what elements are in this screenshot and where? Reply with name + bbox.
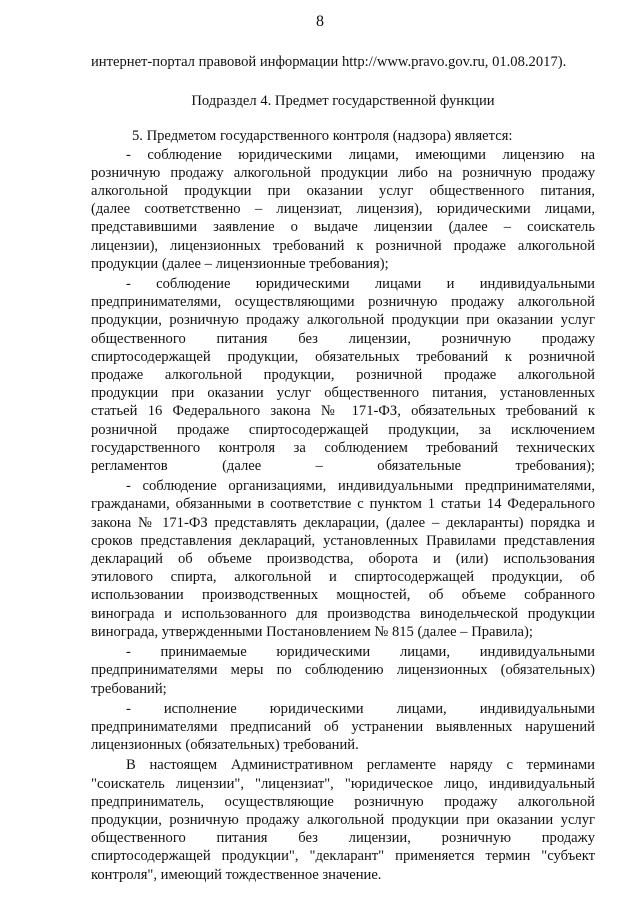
- text-line: предпринимателями, осуществляющими розничную продажу алкогольной: [91, 294, 595, 311]
- page-number: 8: [316, 13, 324, 30]
- text-line: предприниматель, осуществляющие розничную продажу алкогольной: [91, 793, 595, 810]
- text-line: гражданами, обязанными в соответствие с пунктом 1 статьи 14 Федерального: [91, 496, 595, 513]
- text-line: продукции, розничную продажу алкогольной продукции при оказании услуг: [91, 312, 595, 329]
- text-line: государственного контроля за соблюдением требований технических: [91, 439, 595, 456]
- para-5: [91, 700, 595, 755]
- item5-intro: 5. Предметом государственного контроля (надзора) является:: [132, 128, 513, 145]
- text-line: этилового спирта, алкогольной и спиртосодержащей продукции, об: [91, 569, 595, 586]
- text-line: винограда, утвержденными Постановлением № 815 (далее – Правила);: [91, 623, 533, 640]
- text-line: - исполнение юридическими лицами, индивидуальными: [126, 700, 595, 717]
- text-line: спиртосодержащей продукции", "декларант" применяется термин "субъект: [91, 848, 595, 865]
- text-line: - соблюдение юридическими лицами и индивидуальными: [126, 276, 595, 293]
- text-line: винограда и использованного для производства винодельческой продукции: [91, 605, 595, 622]
- text-line: - принимаемые юридическими лицами, индивидуальными: [126, 644, 595, 661]
- text-line: - соблюдение юридическими лицами, имеющими лицензию на: [126, 146, 595, 163]
- document-body: [91, 53, 595, 884]
- text-line: розничную продажу алкогольной продукции либо на розничную продажу: [91, 164, 595, 181]
- text-line: В настоящем Административном регламенте наряду с терминами: [126, 757, 595, 774]
- text-line: статьей 16 Федерального закона № 171-ФЗ, обязательных требований к: [91, 403, 595, 420]
- text-line: - соблюдение организациями, индивидуальными предпринимателями,: [126, 478, 595, 495]
- text-line: представившими заявление о выдаче лицензии (далее – соискатель: [91, 219, 595, 236]
- text-line: сроков представления деклараций, установленных Правилами представления: [91, 532, 595, 549]
- text-line: продукции (далее – лицензионные требования);: [91, 255, 389, 272]
- text-line: "соискатель лицензии", "лицензиат", "юридическое лицо, индивидуальный: [91, 775, 595, 792]
- para-4: [91, 643, 595, 698]
- text-line: продукции при оказании услуг общественного питания, установленных: [91, 385, 595, 402]
- para-1: [91, 146, 595, 273]
- text-line: регламентов (далее – обязательные требования);: [91, 458, 595, 475]
- text-line: предпринимателями меры по соблюдению лицензионных (обязательных): [91, 662, 595, 679]
- text-line: спиртосодержащей продукции, обязательных требований к розничной: [91, 348, 595, 365]
- text-line: общественного питания без лицензии, розничную продажу: [91, 330, 595, 347]
- text-line: лицензионных (обязательных) требований.: [91, 737, 359, 754]
- text-line: деклараций об объеме производства, оборота и (или) использования: [91, 551, 595, 568]
- para-6: [91, 756, 595, 883]
- text-line: розничной продаже спиртосодержащей продукции, за исключением: [91, 421, 595, 438]
- text-line: лицензии), лицензионных требований к розничной продаже алкогольной: [91, 237, 595, 254]
- text-line: алкогольной продукции при оказании услуг общественного питания,: [91, 183, 595, 200]
- para-2: [91, 275, 595, 475]
- text-line: предпринимателями предписаний об устранении выявленных нарушений: [91, 718, 595, 735]
- text-line: закона № 171-ФЗ представлять декларации, (далее – декларанты) порядка и: [91, 514, 595, 531]
- text-line: продаже алкогольной продукции, розничной продаже алкогольной: [91, 367, 595, 384]
- text-line: (далее соответственно – лицензиат, лицензия), юридическими лицами,: [91, 201, 595, 218]
- text-line: контроля", имеющий тождественное значение.: [91, 866, 382, 883]
- text-line: требований;: [91, 680, 167, 697]
- intro-line: интернет-портал правовой информации http://www.pravo.gov.ru, 01.08.2017).: [91, 54, 567, 70]
- text-line: использовании производственных мощностей, об объеме собранного: [91, 587, 595, 604]
- para-3: [91, 477, 595, 641]
- text-line: общественного питания без лицензии, розничную продажу: [91, 830, 595, 847]
- subsection-heading: Подраздел 4. Предмет государственной функции: [191, 93, 495, 110]
- text-line: продукции, розничную продажу алкогольной продукции при оказании услуг: [91, 811, 595, 828]
